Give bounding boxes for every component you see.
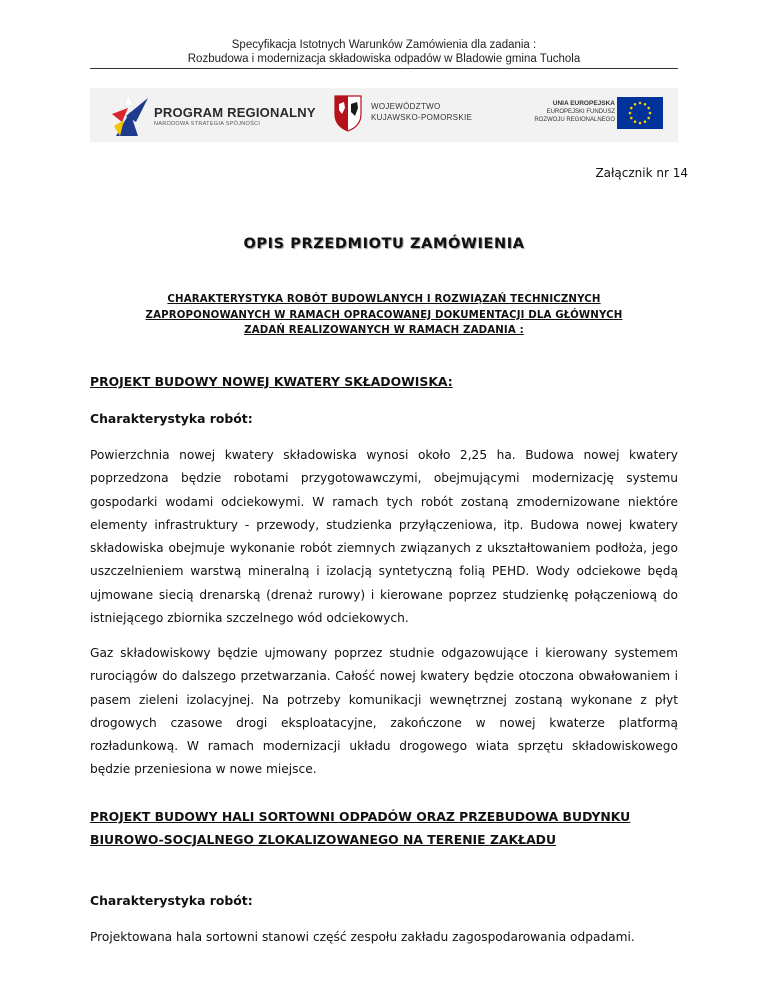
header-divider [90,68,678,69]
subheading [100,292,668,339]
coat-of-arms-icon [333,94,363,132]
program-star-icon [110,92,150,138]
section1-paragraph1: Powierzchnia nowej kwatery składowiska wynosi około 2,25 ha. Budowa nowej kwatery poprzedzona będzie robotami przygotowawczymi, obejmującymi modernizację systemu gospodarki wodami odciekowymi. W ramach tych robót zostaną zmodernizowane niektóre elementy infrastruktury - przewody, studzienka przyłączeniowa, itp. Budowa nowej kwatery składowiska obejmuje wykonanie robót ziemnych związanych z ukształtowaniem podłoża, jego uszczelnieniem warstwą mineralną i izolacją syntetyczną folią PEHD. Wody odciekowe będą ujmowane siecią drenarską (drenaż rurowy) i kierowane poprzez studzienkę połączeniową do istniejącego zbiornika szczelnego wód odciekowych. [90,448,678,626]
program-regionalny-logo [90,88,316,142]
eu-line1: UNIA EUROPEJSKA [552,100,615,107]
running-header-line2: Rozbudowa i modernizacja składowiska odpadów w Bladowie gmina Tuchola [187,53,581,65]
eu-line3: ROZWOJU REGIONALNEGO [534,117,615,123]
page-title: OPIS PRZEDMIOTU ZAMÓWIENIA [243,236,525,252]
section1-heading: PROJEKT BUDOWY NOWEJ KWATERY SKŁADOWISKA: [90,374,453,389]
running-header [0,38,768,66]
section2-label: Charakterystyka robót: [90,893,253,908]
section1-paragraph2: Gaz składowiskowy będzie ujmowany poprzez studnie odgazowujące i kierowany systemem rurociągów do dalszego przetwarzania. Całość nowej kwatery będzie otoczona obwałowaniem i pasem zieleni izolacyjnej. Na potrzeby komunikacji wewnętrznej zostaną wykonane z płyt drogowych czasowe drogi eksploatacyjne, zakończone w nowej kwaterze platformą rozładunkową. W ramach modernizacji układu drogowego wiata sprzętu składowiskowego będzie przeniesiona w nowe miejsce. [90,646,678,777]
program-subtitle: NARODOWA STRATEGIA SPÓJNOŚCI [154,121,261,127]
section2-heading-line1: PROJEKT BUDOWY HALI SORTOWNI ODPADÓW ORAZ PRZEBUDOWA BUDYNKU [90,809,631,824]
section2-heading-line2: BIUROWO-SOCJALNEGO ZLOKALIZOWANEGO NA TERENIE ZAKŁADU [90,832,557,847]
region-line2: KUJAWSKO-POMORSKIE [371,113,473,122]
eu-flag-icon [617,97,663,129]
running-header-line1: Specyfikacja Istotnych Warunków Zamówienia dla zadania : [231,39,537,51]
section2-paragraph1: Projektowana hala sortowni stanowi część zespołu zakładu zagospodarowania odpadami. [90,930,635,944]
eu-logo [525,96,665,132]
section1-label: Charakterystyka robót: [90,411,253,426]
eu-line2: EUROPEJSKI FUNDUSZ [546,109,615,115]
annex-number: Załącznik nr 14 [595,166,688,180]
region-logo [333,92,483,136]
subheading-line2: ZAPROPONOWANYCH W RAMACH OPRACOWANEJ DOKUMENTACJI DLA GŁÓWNYCH [145,309,623,321]
region-line1: WOJEWÓDZTWO [371,102,441,111]
section2-heading [90,805,690,851]
subheading-line1: CHARAKTERYSTYKA ROBÓT BUDOWLANYCH I ROZWIĄZAŃ TECHNICZNYCH [167,294,601,305]
subheading-line3: ZADAŃ REALIZOWANYCH W RAMACH ZADANIA : [244,325,524,336]
program-title: PROGRAM REGIONALNY [154,105,316,120]
